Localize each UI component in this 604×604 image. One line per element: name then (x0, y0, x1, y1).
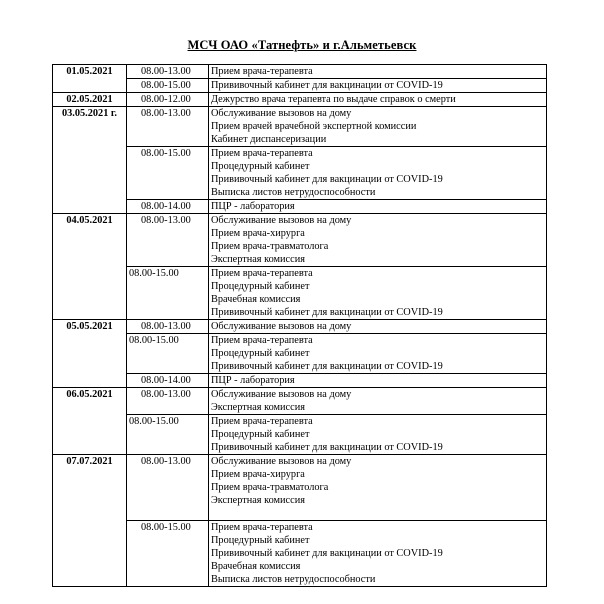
time-range: 08.00-13.00 (141, 321, 191, 332)
schedule-body (53, 65, 547, 587)
time-range: 08.00-15.00 (141, 148, 191, 159)
time-range: 08.00-12.00 (141, 94, 191, 105)
service-item: Прием врача-терапевта (211, 66, 313, 77)
time-cell (127, 455, 209, 521)
service-item: ПЦР - лаборатория (211, 201, 295, 212)
service-item: Прием врача-травматолога (211, 482, 329, 493)
service-item: Врачебная комиссия (211, 294, 301, 305)
service-item: Экспертная комиссия (211, 254, 305, 265)
service-item: Прием врача-терапевта (211, 416, 313, 427)
time-cell (127, 388, 209, 415)
service-item: Процедурный кабинет (211, 429, 310, 440)
service-item: Экспертная комиссия (211, 402, 305, 413)
service-item: Прививочный кабинет для вакцинации от COVID-19 (211, 80, 443, 91)
time-cell (127, 79, 209, 93)
services-cell (209, 214, 547, 267)
services-cell (209, 521, 547, 587)
services-cell (209, 79, 547, 93)
service-item: Прививочный кабинет для вакцинации от COVID-19 (211, 307, 443, 318)
service-item: Прививочный кабинет для вакцинации от COVID-19 (211, 442, 443, 453)
page-title: МСЧ ОАО «Татнефть» и г.Альметьевск (187, 38, 417, 52)
date-cell: 01.05.2021 (53, 65, 127, 93)
service-item: ПЦР - лаборатория (211, 375, 295, 386)
service-item: Прием врача-хирурга (211, 469, 305, 480)
service-item: Прививочный кабинет для вакцинации от COVID-19 (211, 548, 443, 559)
table-row (53, 79, 547, 93)
service-item: Прививочный кабинет для вакцинации от COVID-19 (211, 361, 443, 372)
time-range: 08.00-15.00 (141, 522, 191, 533)
schedule-table (52, 64, 547, 587)
time-cell (127, 521, 209, 587)
time-cell (127, 374, 209, 388)
service-item: Кабинет диспансеризации (211, 134, 327, 145)
services-cell (209, 65, 547, 79)
service-item: Прием врачей врачебной экспертной комиссии (211, 121, 417, 132)
time-cell (127, 93, 209, 107)
time-range: 08.00-13.00 (141, 215, 191, 226)
service-item: Обслуживание вызовов на дому (211, 456, 352, 467)
time-cell (127, 214, 209, 267)
time-range: 08.00-15.00 (129, 335, 179, 346)
time-range: 08.00-13.00 (141, 456, 191, 467)
services-cell (209, 388, 547, 415)
time-range: 08.00-13.00 (141, 389, 191, 400)
services-cell (209, 93, 547, 107)
table-row (53, 200, 547, 214)
service-item: Прием врача-терапевта (211, 148, 313, 159)
table-row (53, 107, 547, 147)
time-cell (127, 147, 209, 200)
services-cell (209, 200, 547, 214)
time-range: 08.00-13.00 (141, 66, 191, 77)
time-cell (127, 334, 209, 374)
date-cell: 07.07.2021 (53, 455, 127, 587)
service-item: Обслуживание вызовов на дому (211, 389, 352, 400)
service-item: Процедурный кабинет (211, 281, 310, 292)
service-item (211, 507, 544, 520)
services-cell (209, 267, 547, 320)
service-item: Обслуживание вызовов на дому (211, 215, 352, 226)
table-row (53, 267, 547, 320)
table-row (53, 214, 547, 267)
table-row (53, 320, 547, 334)
service-item: Выписка листов нетрудоспособности (211, 187, 376, 198)
services-cell (209, 334, 547, 374)
service-item: Выписка листов нетрудоспособности (211, 574, 376, 585)
service-item: Экспертная комиссия (211, 495, 305, 506)
service-item: Дежурство врача терапевта по выдаче справок о смерти (211, 94, 456, 105)
service-item: Врачебная комиссия (211, 561, 301, 572)
time-range: 08.00-14.00 (141, 201, 191, 212)
services-cell (209, 147, 547, 200)
date-cell: 04.05.2021 (53, 214, 127, 320)
service-item: Прием врача-травматолога (211, 241, 329, 252)
service-item: Прием врача-терапевта (211, 268, 313, 279)
service-item: Обслуживание вызовов на дому (211, 321, 352, 332)
time-range: 08.00-14.00 (141, 375, 191, 386)
table-row (53, 65, 547, 79)
table-row (53, 455, 547, 521)
service-item: Процедурный кабинет (211, 161, 310, 172)
table-row (53, 521, 547, 587)
date-cell: 02.05.2021 (53, 93, 127, 107)
service-item: Процедурный кабинет (211, 348, 310, 359)
services-cell (209, 415, 547, 455)
services-cell (209, 107, 547, 147)
table-row (53, 334, 547, 374)
time-cell (127, 320, 209, 334)
service-item: Прием врача-терапевта (211, 522, 313, 533)
table-row (53, 93, 547, 107)
table-row (53, 388, 547, 415)
service-item: Обслуживание вызовов на дому (211, 108, 352, 119)
time-cell (127, 415, 209, 455)
service-item: Прививочный кабинет для вакцинации от COVID-19 (211, 174, 443, 185)
time-cell (127, 65, 209, 79)
time-cell (127, 267, 209, 320)
service-item: Прием врача-терапевта (211, 335, 313, 346)
service-item: Прием врача-хирурга (211, 228, 305, 239)
time-range: 08.00-15.00 (141, 80, 191, 91)
services-cell (209, 455, 547, 521)
table-row (53, 415, 547, 455)
time-range: 08.00-13.00 (141, 108, 191, 119)
service-item: Процедурный кабинет (211, 535, 310, 546)
date-cell: 03.05.2021 г. (53, 107, 127, 214)
time-cell (127, 107, 209, 147)
table-row (53, 147, 547, 200)
time-range: 08.00-15.00 (129, 268, 179, 279)
services-cell (209, 320, 547, 334)
date-cell: 06.05.2021 (53, 388, 127, 455)
date-cell: 05.05.2021 (53, 320, 127, 388)
services-cell (209, 374, 547, 388)
time-range: 08.00-15.00 (129, 416, 179, 427)
table-row (53, 374, 547, 388)
time-cell (127, 200, 209, 214)
